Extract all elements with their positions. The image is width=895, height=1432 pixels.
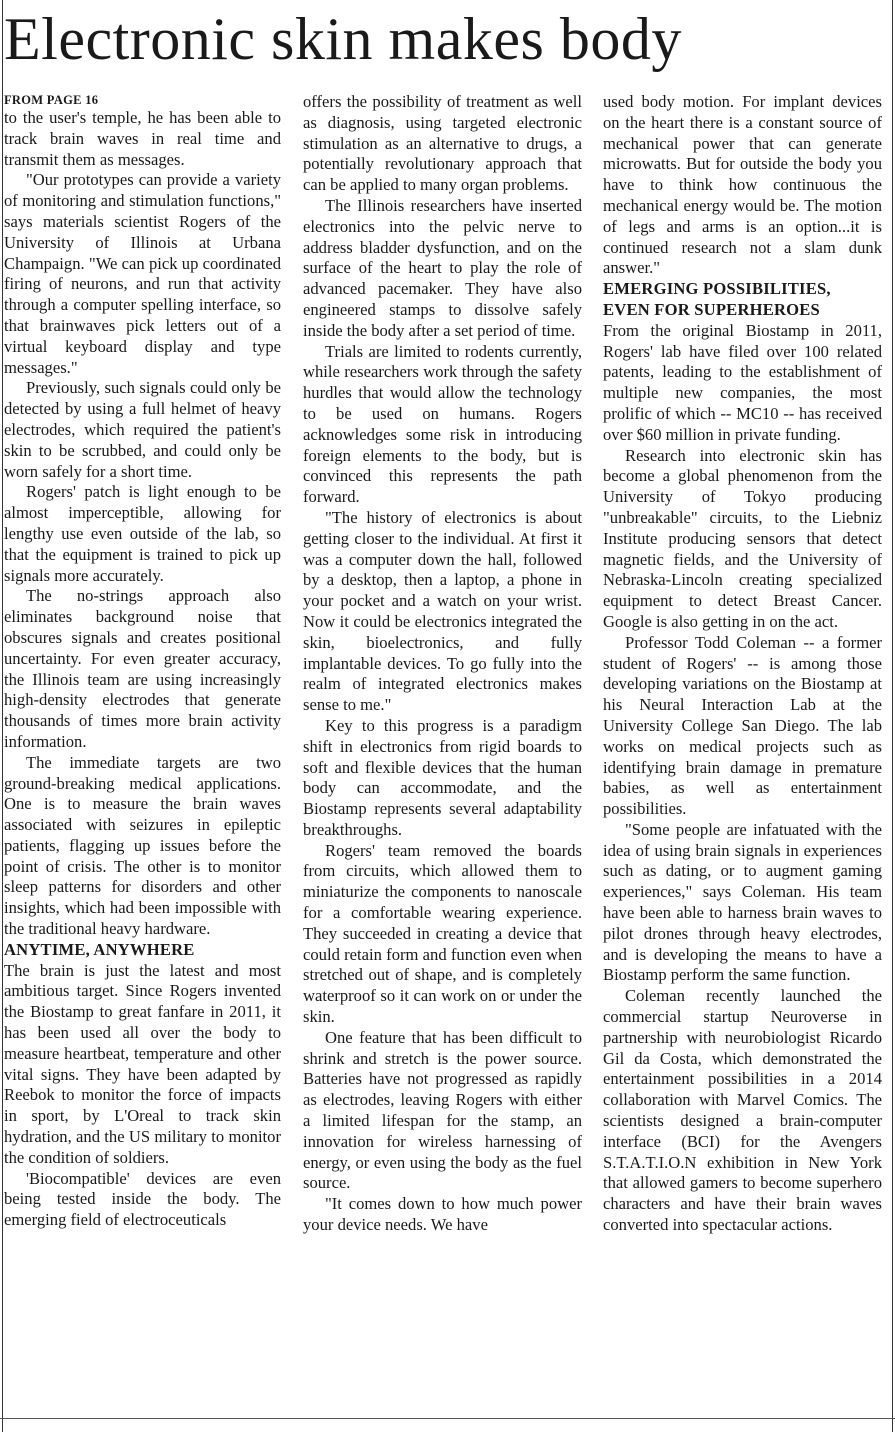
paragraph: offers the possibility of treatment as well as diagnosis, using targeted electronic stimulation as an alternative to drugs, a potentially revolutionary approach that can be applied to many organ problems.	[303, 92, 582, 195]
page-border-left	[2, 0, 3, 1432]
bottom-rule	[0, 1418, 895, 1419]
paragraph: 'Biocompatible' devices are even being tested inside the body. The emerging field of electroceuticals	[4, 1168, 281, 1230]
paragraph: "Our prototypes can provide a variety of monitoring and stimulation functions," says materials scientist Rogers of the University of Illinois at Urbana Champaign. "We can pick up coordinated firing of neurons, and run that activity through a computer spelling interface, so that brainwaves pick letters out of a virtual keyboard display and type messages."	[4, 170, 281, 377]
page-border-right	[892, 0, 893, 1432]
paragraph: Professor Todd Coleman -- a former student of Rogers' -- is among those developing variations on the Biostamp at his Neural Interaction Lab at the University College San Diego. The lab works on medical projects such as identifying brain damage in premature babies, as well as entertainment possibilities.	[603, 632, 882, 819]
paragraph: Research into electronic skin has become a global phenomenon from the University of Tokyo producing "unbreakable" circuits, to the Liebniz Institute producing sensors that detect magnetic fields, and the University of Nebraska-Lincoln creating specialized equipment to detect Breast Cancer. Google is also getting in on the act.	[603, 445, 882, 631]
paragraph: The Illinois researchers have inserted electronics into the pelvic nerve to address bladder dysfunction, and on the surface of the heart to play the role of advanced pacemaker. They have also engineered stamps to dissolve safely inside the body after a set period of time.	[303, 195, 582, 340]
headline: Electronic skin makes body	[4, 6, 682, 72]
paragraph: "Some people are infatuated with the idea of using brain signals in experiences such as dating, or to augment gaming experiences," says Coleman. His team have been able to harness brain waves to pilot drones through heavy electrodes, and is developing the means to have a Biostamp perform the same function.	[603, 819, 882, 985]
paragraph: "It comes down to how much power your device needs. We have	[303, 1194, 582, 1235]
paragraph: Rogers' team removed the boards from circuits, which allowed them to miniaturize the components to nanoscale for a comfortable wearing experience. They succeeded in creating a device that could retain form and function even when stretched out of shape, and is completely waterproof so it can work on or under the skin.	[303, 840, 582, 1027]
paragraph: The immediate targets are two ground-breaking medical applications. One is to measure the brain waves associated with seizures in epileptic patients, flagging up issues before the point of crisis. The other is to monitor sleep patterns for disorders and other insights, which had been impossible with the traditional heavy hardware.	[4, 752, 281, 939]
column-2	[303, 92, 582, 1417]
paragraph: to the user's temple, he has been able to track brain waves in real time and transmit them as messages.	[4, 108, 281, 169]
paragraph: The no-strings approach also eliminates background noise that obscures signals and creates positional uncertainty. For even greater accuracy, the Illinois team are using increasingly high-density electrodes that generate thousands of times more brain activity information.	[4, 586, 281, 751]
column-1	[4, 92, 281, 1417]
paragraph: Previously, such signals could only be detected by using a full helmet of heavy electrodes, which required the patient's skin to be scrubbed, and could only be worn safely for a short time.	[4, 378, 281, 481]
column-3	[603, 92, 882, 1417]
paragraph: From the original Biostamp in 2011, Rogers' lab have filed over 100 related patents, leading to the establishment of multiple new companies, the most prolific of which -- MC10 -- has received over $60 million in private funding.	[603, 320, 882, 444]
paragraph: used body motion. For implant devices on the heart there is a constant source of mechanical power that can generate microwatts. But for outside the body you have to think how continuous the mechanical energy would be. The motion of legs and arms is an option...it is continued research not a slam dunk answer."	[603, 92, 882, 278]
paragraph: "The history of electronics is about getting closer to the individual. At first it was a computer down the hall, followed by a desktop, then a laptop, a phone in your pocket and a watch on your wrist. Now it could be electronics integrated the skin, bioelectronics, and fully implantable devices. To go fully into the realm of integrated electronics makes sense to me."	[303, 507, 582, 715]
paragraph: The brain is just the latest and most ambitious target. Since Rogers invented the Biostamp to great fanfare in 2011, it has been used all over the body to measure heartbeat, temperature and other vital signs. They have been adapted by Reebok to monitor the force of impacts in sport, by L'Oreal to track skin hydration, and the US military to monitor the condition of soldiers.	[4, 960, 281, 1167]
subhead-emerging-possibilities: EMERGING POSSIBILITIES, EVEN FOR SUPERHEROES	[603, 279, 831, 319]
jump-line: FROM PAGE 16	[4, 93, 99, 107]
paragraph: Rogers' patch is light enough to be almost imperceptible, allowing for lengthy use even outside of the lab, so that the equipment is trained to pick up signals more accurately.	[4, 482, 281, 585]
subhead-anytime-anywhere: ANYTIME, ANYWHERE	[4, 939, 195, 959]
paragraph: Trials are limited to rodents currently, while researchers work through the safety hurdles that would allow the technology to be used on humans. Rogers acknowledges some risk in introducing foreign elements to the body, but is convinced this represents the path forward.	[303, 341, 582, 507]
paragraph: One feature that has been difficult to shrink and stretch is the power source. Batteries have not progressed as rapidly as electrodes, leaving Rogers with either a limited lifespan for the stamp, an innovation for wireless harnessing of energy, or even using the body as the fuel source.	[303, 1027, 582, 1193]
paragraph: Key to this progress is a paradigm shift in electronics from rigid boards to soft and flexible devices that the human body can accommodate, and the Biostamp represents several adaptability breakthroughs.	[303, 715, 582, 839]
paragraph: Coleman recently launched the commercial startup Neuroverse in partnership with neurobiologist Ricardo Gil da Costa, which demonstrated the entertainment possibilities in a 2014 collaboration with Marvel Comics. The scientists designed a brain-computer interface (BCI) for the Avengers S.T.A.T.I.O.N exhibition in New York that allowed gamers to become superhero characters and have their brain waves converted into spectacular actions.	[603, 986, 882, 1235]
